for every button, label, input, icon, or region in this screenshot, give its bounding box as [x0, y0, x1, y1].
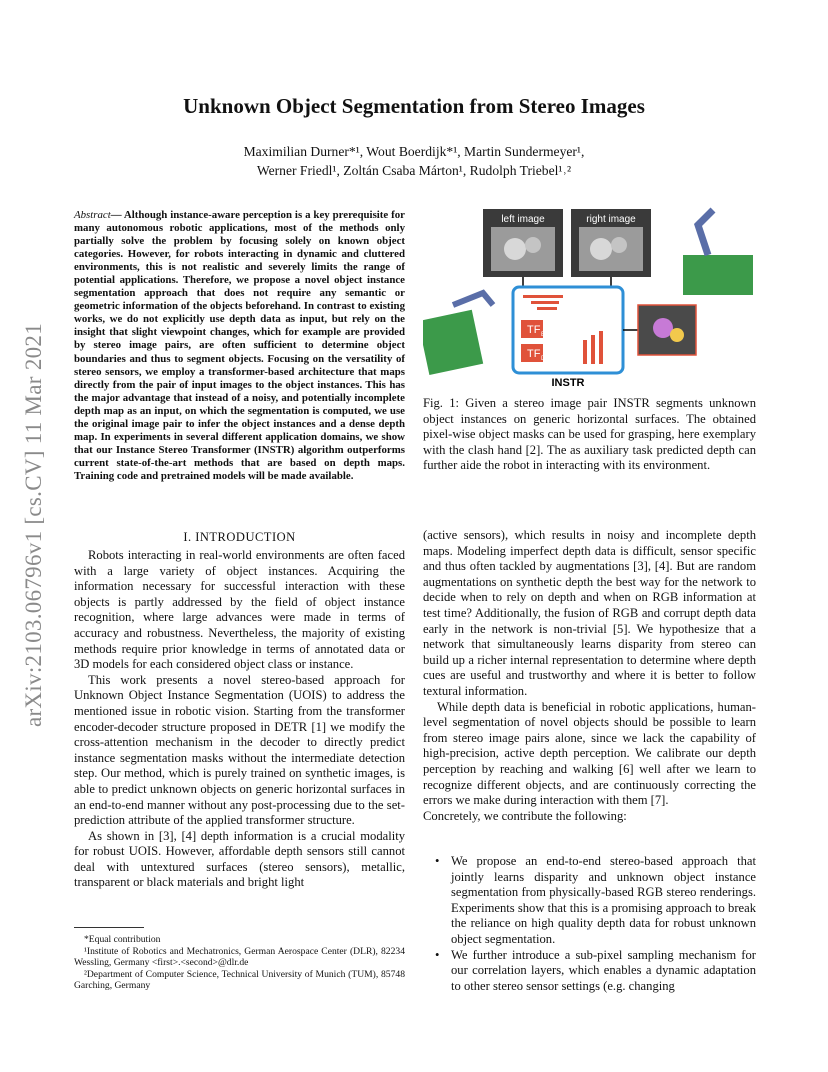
- authors-line-1: Maximilian Durner*¹, Wout Boerdijk*¹, Martin Sundermeyer¹,: [243, 144, 585, 159]
- abstract: [74, 209, 405, 483]
- arxiv-identifier: arXiv:2103.06796v1 [cs.CV] 11 Mar 2021: [21, 322, 46, 728]
- section-heading-introduction: I. INTRODUCTION: [183, 530, 296, 544]
- left-column-body: [74, 548, 405, 891]
- footnote-rule: [74, 927, 144, 928]
- tf-dec-sub: Dec: [541, 356, 552, 362]
- footnotes: [74, 934, 405, 992]
- right-image-object: [590, 238, 612, 260]
- tf-enc-label: TF: [527, 324, 541, 336]
- model-name: INSTR: [551, 377, 585, 389]
- paragraph: (active sensors), which results in noisy and incomplete depth maps. Modeling imperfect depth data is difficult, sensor specific and thus often tackled by augmentations [3], [4]. But are random augmentations on synthetic depth the best way for the network to decide when to rely on depth and when on RGB information at test time? Additionally, the fusion of RGB and corrupt depth data early in the network is non-trivial [5]. We hypothesize that a network that simultaneously learns disparity from stereo can build up a richer internal representation to determine where depth cues are useful and trustworthy and where it is better to follow textural information.: [423, 528, 756, 698]
- figure-caption: Fig. 1: Given a stereo image pair INSTR segments unknown object instances on generic horizontal surfaces. The obtained pixel-wise object masks can be used for grasping, here exemplary with the clash hand [2]. The as auxiliary task predicted depth can further aide the robot in interacting with its environment.: [423, 396, 756, 473]
- paper-title: Unknown Object Segmentation from Stereo Images: [183, 94, 645, 118]
- feature-bar: [523, 295, 563, 298]
- paragraph: As shown in [3], [4] depth information is a crucial modality for robust UOIS. However, affordable depth sensors still cannot deal with untextured surfaces (stereo sensors), metallic, transparent or black materials and bright light: [74, 828, 405, 890]
- robot-arm-right: [698, 210, 713, 255]
- contribution-list: [423, 854, 756, 994]
- authors-line-2: Werner Friedl¹, Zoltán Csaba Márton¹, Rudolph Triebel¹˒²: [256, 163, 572, 178]
- paragraph: Robots interacting in real-world environments are often faced with a large variety of object instances. Acquiring the information necessary for successful interaction with these objects is partly addressed by the field of object instance recognition, where large advances were made in terms of accuracy and robustness. Nevertheless, the majority of existing methods require prior knowledge in terms of annotated data or 3D models for each considered object class or instance.: [74, 548, 405, 672]
- left-image-object: [525, 237, 541, 253]
- abstract-text: — Although instance-aware perception is a key prerequisite for many autonomous robotic applications, most of the methods only partially solve the problem by focusing solely on known object categories. However, for robots interacting in dynamic and cluttered environments, this is not realistic and severely limits the range of potential applications. Therefore, we propose a novel object instance segmentation approach that does not require any semantic or geometric information of the objects beforehand. In contrast to existing works, we do not explicitly use depth data as input, but rely on the insight that slight viewpoint changes, which for example are provided by stereo image pairs, are often sufficient to determine object boundaries and thus to segment objects. Focusing on the versatility of stereo sensors, we employ a transformer-based architecture that maps directly from the pair of input images to the object instances. This has the major advantage that instead of a noisy, and potentially incomplete depth map as an input, on which the segmentation is computed, we use the original image pair to infer the object instances and a dense depth map. In experiments in several different application domains, we show that our Instance Stereo Transformer (INSTR) algorithm outperforms current state-of-the-art methods that are based on depth maps. Training code and pretrained models will be made available.: [74, 209, 405, 482]
- right-image-label: right image: [586, 214, 636, 225]
- bin-right: [683, 255, 753, 295]
- decoder-bar: [583, 340, 587, 364]
- footnote: ¹Institute of Robotics and Mechatronics, German Aerospace Center (DLR), 82234 Wessling, Germany <first>.<second>@dlr.de: [74, 945, 405, 969]
- tf-dec-label: TF: [527, 348, 541, 360]
- bin-left: [423, 310, 483, 375]
- footnote: ²Department of Computer Science, Technical University of Munich (TUM), 85748 Garching, Germany: [74, 968, 405, 992]
- robot-arm-left: [453, 293, 493, 305]
- arxiv-sidebar: [14, 285, 54, 765]
- abstract-label: Abstract: [74, 209, 111, 221]
- feature-bar: [537, 307, 557, 310]
- decoder-bar: [591, 335, 595, 364]
- tf-enc-sub: Enc: [541, 332, 552, 338]
- paragraph: Concretely, we contribute the following:: [423, 808, 627, 823]
- right-column-body: [423, 528, 756, 824]
- segmented-object: [670, 328, 684, 342]
- list-item: • We further introduce a sub-pixel sampling mechanism for our correlation layers, which enables a dynamic adaptation to other stereo sensor settings (e.g. changing: [423, 948, 756, 995]
- figure-1: [423, 205, 756, 393]
- paragraph: While depth data is beneficial in robotic applications, human-level segmentation of novel objects should be possible to learn from stereo image pairs alone, since we lack the capability of high-precision, active depth perception. We calibrate our depth perception by reaching and walking [6] well after we learn to recognize different objects, and are continuously correcting the errors we make during interaction with them [7].: [423, 699, 756, 808]
- footnote: *Equal contribution: [84, 934, 161, 945]
- left-image-label: left image: [501, 214, 545, 225]
- architecture-diagram: [423, 205, 756, 393]
- list-item: • We propose an end-to-end stereo-based approach that jointly learns disparity and unknown object instance segmentation from physically-based RGB stereo renderings. Experiments show that this is a promising approach to break the reliance on high quality depth data for robust unknown object segmentation.: [423, 854, 756, 948]
- author-list: [0, 142, 828, 180]
- decoder-bar: [599, 331, 603, 364]
- feature-bar: [531, 301, 559, 304]
- right-image-object: [611, 237, 627, 253]
- paragraph: This work presents a novel stereo-based approach for Unknown Object Instance Segmentation (UOIS) to address the mentioned issue in robotic vision. Starting from the transformer encoder-decoder structure proposed in DETR [1] we modify the cross-attention mechanism in the decoder to directly predict instance segmentation masks without the intermediate detection step. Our method, which is purely trained on synthetic images, is able to predict unknown objects on generic horizontal surfaces in an end-to-end manner without any post-processing due to the set-prediction attribute of the applied transformer structure.: [74, 672, 405, 828]
- left-image-object: [504, 238, 526, 260]
